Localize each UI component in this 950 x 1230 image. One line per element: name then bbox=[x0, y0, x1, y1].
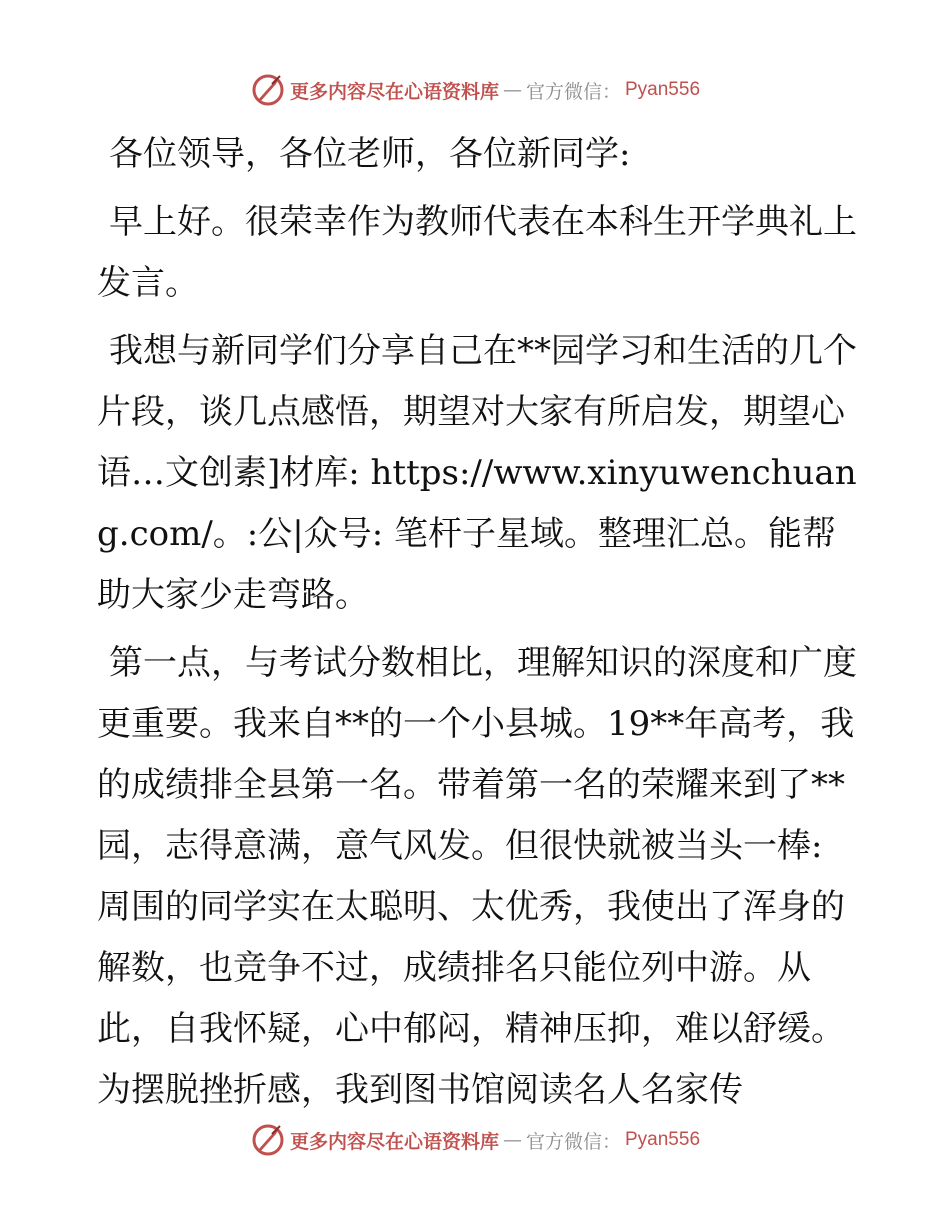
quill-pen-logo-icon bbox=[250, 72, 286, 108]
paragraph-salutation: 各位领导，各位老师，各位新同学: bbox=[109, 134, 631, 174]
header-wechat-id: Pyan556 bbox=[625, 79, 701, 100]
paragraph-point-one: 第一点，与考试分数相比，理解知识的深度和广度更重要。我来自**的一个小县城。19**年高考，我的成绩排全县第一名。带着第一名的荣耀来到了**园，志得意满，意气风发。但很快就被当头一棒: 周围的同学实在太聪明、太优秀，我使出了浑身的解数，也竞争不过，成绩排名只能位列中游。从此，自我怀疑，心中郁闷，精神压抑，难以舒缓。为摆脱挫折感，我到图书馆阅读名人名家传 bbox=[97, 643, 857, 1110]
footer-dash: — bbox=[502, 1129, 522, 1151]
header-brand-text: 更多内容尽在心语资料库 bbox=[289, 80, 499, 103]
footer-banner bbox=[0, 1120, 950, 1160]
quill-pen-logo-icon bbox=[250, 1122, 286, 1158]
footer-wechat-id: Pyan556 bbox=[625, 1129, 701, 1150]
header-dash: — bbox=[502, 79, 522, 101]
paragraph-intro: 我想与新同学们分享自己在**园学习和生活的几个片段，谈几点感悟，期望对大家有所启发，期望心语…文创素]材库: https://www.xinyuwenchuang.com/。:公|众号: 笔杆子星域。整理汇总。能帮助大家少走弯路。 bbox=[97, 331, 857, 615]
footer-wechat-label: 官方微信： bbox=[525, 1130, 621, 1153]
footer-brand-text: 更多内容尽在心语资料库 bbox=[289, 1130, 499, 1153]
header-banner bbox=[0, 70, 950, 110]
document-body bbox=[97, 124, 857, 1128]
header-wechat-label: 官方微信： bbox=[525, 80, 621, 103]
paragraph-greeting: 早上好。很荣幸作为教师代表在本科生开学典礼上发言。 bbox=[97, 202, 857, 303]
